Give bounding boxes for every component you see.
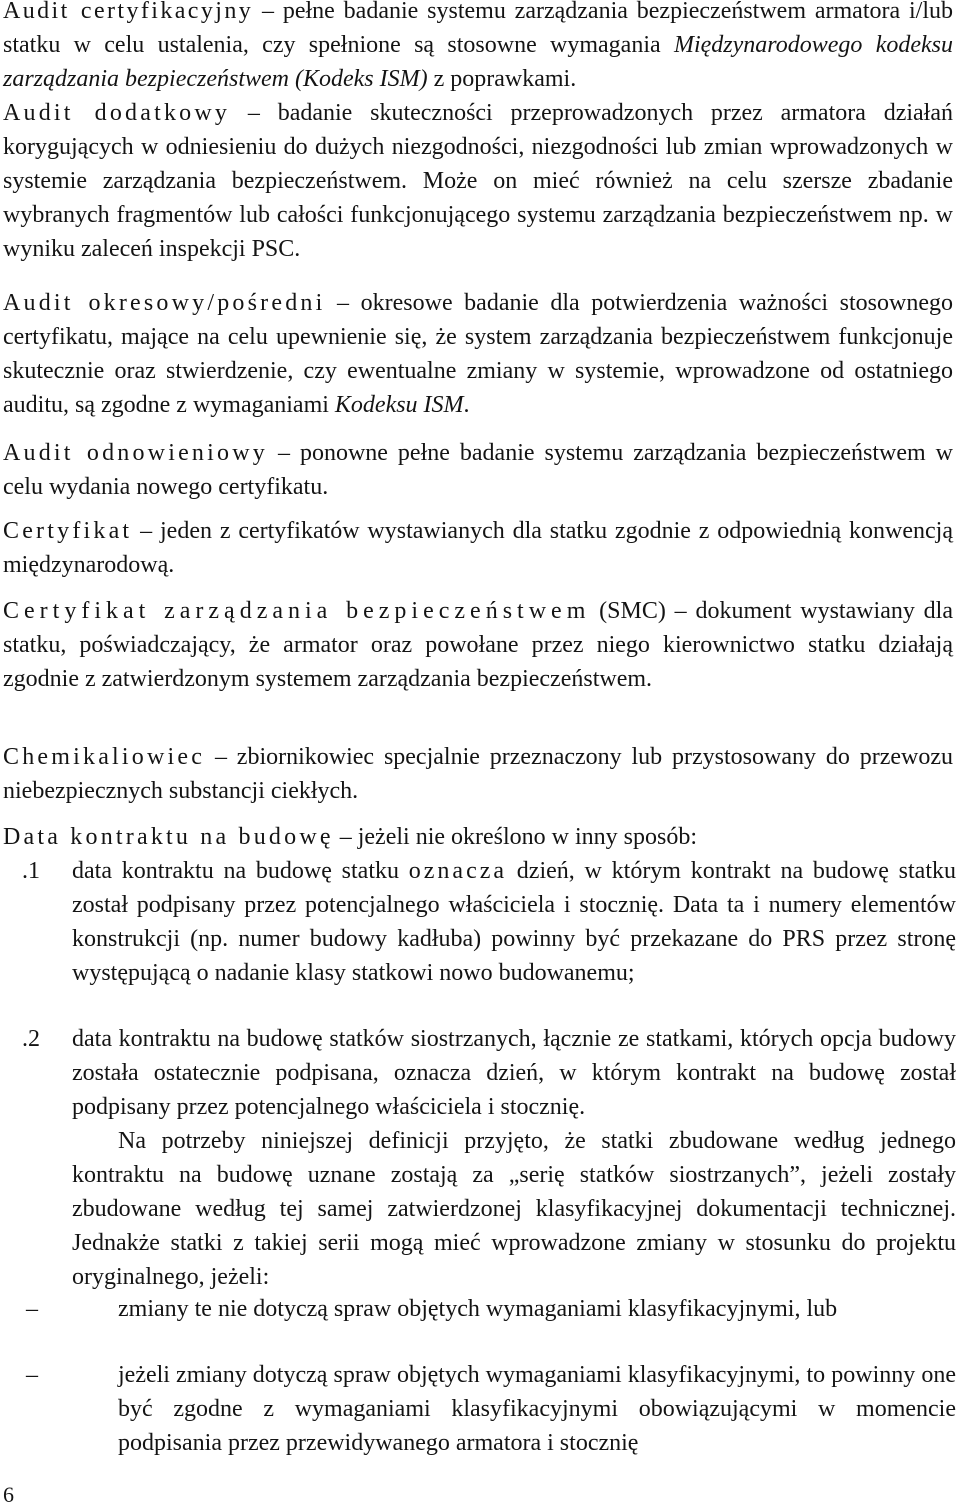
definition-data-kontraktu	[3, 820, 953, 854]
dash-list-item	[26, 1358, 956, 1460]
item-spaced-word: oznacza	[408, 858, 508, 884]
definition-text: – jeżeli nie określono w inny sposób:	[333, 824, 698, 850]
numbered-item	[22, 854, 956, 990]
dash-list-item	[26, 1292, 956, 1326]
definition-text: – okresowe badanie dla potwierdzenia ważności stosownego certyfikatu, mające na celu upewnienie się, że system zarządzania bezpieczeństwem funkcjonuje skutecznie oraz stwierdzenie, czy ewentualne zmiany w systemie, wprowadzone od ostatniego auditu, są zgodne z wymaganiami	[3, 290, 953, 418]
definition-term: Data kontraktu na budowę	[3, 824, 334, 850]
item-text: data kontraktu na budowę statków siostrzanych, łącznie ze statkami, których opcja budowy została ostatecznie podpisana, oznacza dzień, w którym kontrakt na budowę został podpisany przez potencjalnego właściciela i stocznię.	[72, 1026, 956, 1120]
dash-marker: –	[26, 1362, 38, 1388]
definition-text: (SMC) – dokument wystawiany dla statku, poświadczający, że armator oraz powołane przez niego kierownictwo statku działają zgodnie z zatwierdzonym systemem zarządzania bezpieczeństwem.	[3, 598, 953, 692]
numbered-item	[22, 1022, 956, 1124]
definition-text: – zbiornikowiec specjalnie przeznaczony lub przystosowany do przewozu niebezpiecznych substancji ciekłych.	[3, 744, 953, 804]
definition-italic: Kodeksu ISM	[334, 392, 464, 418]
item-number: .1	[22, 858, 40, 884]
definition-text: – ponowne pełne badanie systemu zarządzania bezpieczeństwem w celu wydania nowego certyfikatu.	[3, 440, 954, 500]
definition-audit-dodatkowy	[3, 96, 953, 266]
definition-audit-odnowieniowy	[3, 436, 953, 504]
definition-term: Audit okresowy/pośredni	[3, 290, 326, 316]
definition-audit-okresowy	[3, 286, 953, 422]
item-text: data kontraktu na budowę statku	[72, 858, 409, 884]
page-number: 6	[3, 1482, 14, 1507]
definition-chemikaliowiec	[3, 740, 953, 808]
definition-tail: .	[463, 392, 470, 418]
dash-marker: –	[26, 1296, 38, 1322]
definition-term: Chemikaliowiec	[3, 744, 206, 770]
definition-term: Audit dodatkowy	[3, 100, 231, 126]
dash-item-text: zmiany te nie dotyczą spraw objętych wymaganiami klasyfikacyjnymi, lub	[118, 1296, 838, 1322]
definition-audit-certyfikacyjny	[3, 0, 953, 96]
definition-note: Na potrzeby niniejszej definicji przyjęto, że statki zbudowane według jednego kontraktu na budowę uznane zostają za „serię statków siostrzanych”, jeżeli zostały zbudowane według tej samej zatwierdzonej klasyfikacyjnej dokumentacji technicznej. Jednakże statki z takiej serii mogą mieć wprowadzone zmiany w stosunku do projektu oryginalnego, jeżeli:	[72, 1128, 956, 1290]
definition-text: – badanie skuteczności przeprowadzonych przez armatora działań korygujących w odniesieniu do dużych niezgodności, niezgodności lub zmian wprowadzonych w systemie zarządzania bezpieczeństwem. Może on mieć również na celu szersze zbadanie wybranych fragmentów lub całości funkcjonującego systemu zarządzania bezpieczeństwem np. w wyniku zaleceń inspekcji PSC.	[3, 100, 953, 262]
definition-certyfikat-smc	[3, 594, 953, 696]
dash-item-text: jeżeli zmiany dotyczą spraw objętych wymaganiami klasyfikacyjnymi, to powinny one być zgodne z wymaganiami klasyfikacyjnymi obowiązującymi w momencie podpisania przez przewidywanego armatora i stocznię	[118, 1362, 956, 1456]
definition-text: – jeden z certyfikatów wystawianych dla statku zgodnie z odpowiednią konwencją międzynarodową.	[3, 518, 953, 578]
definition-tail: z poprawkami.	[427, 66, 577, 92]
item-number: .2	[22, 1026, 40, 1052]
definition-italic: Międzynarodowego kodeksu zarządzania bezpieczeństwem (Kodeks ISM)	[3, 32, 953, 92]
definition-term: Audit certyfikacyjny	[3, 0, 254, 24]
definition-term: Certyfikat zarządzania bezpieczeństwem	[3, 598, 591, 624]
definition-text: – pełne badanie systemu zarządzania bezpieczeństwem armatora i/lub statku w celu ustalenia, czy spełnione są stosowne wymagania	[3, 0, 954, 58]
item-text-after: dzień, w którym kontrakt na budowę statku został podpisany przez potencjalnego właściciela i stocznię. Data ta i numery elementów konstrukcji (np. numer budowy kadłuba) powinny być przekazane do PRS przez stronę występującą o nadanie klasy statkowi nowo budowanemu;	[72, 858, 956, 986]
definition-term: Audit odnowieniowy	[3, 440, 268, 466]
definition-certyfikat	[3, 514, 953, 582]
definition-term: Certyfikat	[3, 518, 133, 544]
